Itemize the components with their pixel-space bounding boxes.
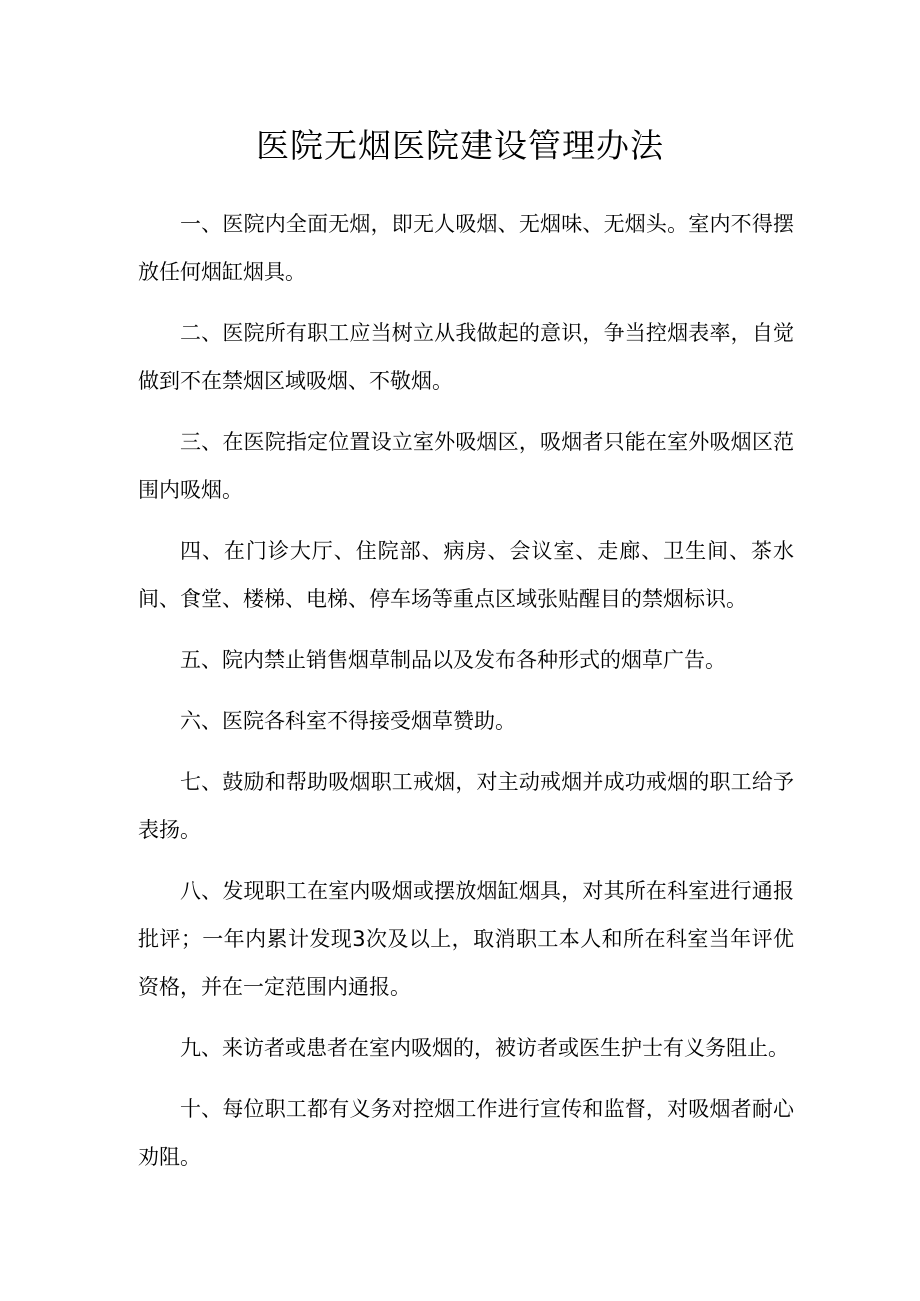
- article-1: 一、医院内全面无烟，即无人吸烟、无烟味、无烟头。室内不得摆放任何烟缸烟具。: [138, 212, 794, 284]
- article-10: 十、每位职工都有义务对控烟工作进行宣传和监督，对吸烟者耐心劝阻。: [138, 1097, 794, 1169]
- article-4: 四、在门诊大厅、住院部、病房、会议室、走廊、卫生间、茶水间、食堂、楼梯、电梯、停车场等重点区域张贴醒目的禁烟标识。: [138, 539, 794, 611]
- document-body: [138, 200, 794, 1194]
- article-9: 九、来访者或患者在室内吸烟的，被访者或医生护士有义务阻止。: [180, 1036, 789, 1060]
- article-7: 七、鼓励和帮助吸烟职工戒烟，对主动戒烟并成功戒烟的职工给予表扬。: [138, 770, 794, 842]
- article-8: 八、发现职工在室内吸烟或摆放烟缸烟具，对其所在科室进行通报批评；一年内累计发现3次及以上，取消职工本人和所在科室当年评优资格，并在一定范围内通报。: [138, 879, 794, 999]
- document-title: 医院无烟医院建设管理办法: [256, 126, 664, 165]
- article-3: 三、在医院指定位置设立室外吸烟区，吸烟者只能在室外吸烟区范围内吸烟。: [138, 430, 794, 502]
- article-5: 五、院内禁止销售烟草制品以及发布各种形式的烟草广告。: [180, 648, 726, 672]
- article-6: 六、医院各科室不得接受烟草赞助。: [180, 709, 516, 733]
- article-2: 二、医院所有职工应当树立从我做起的意识，争当控烟表率，自觉做到不在禁烟区域吸烟、不敬烟。: [138, 321, 794, 393]
